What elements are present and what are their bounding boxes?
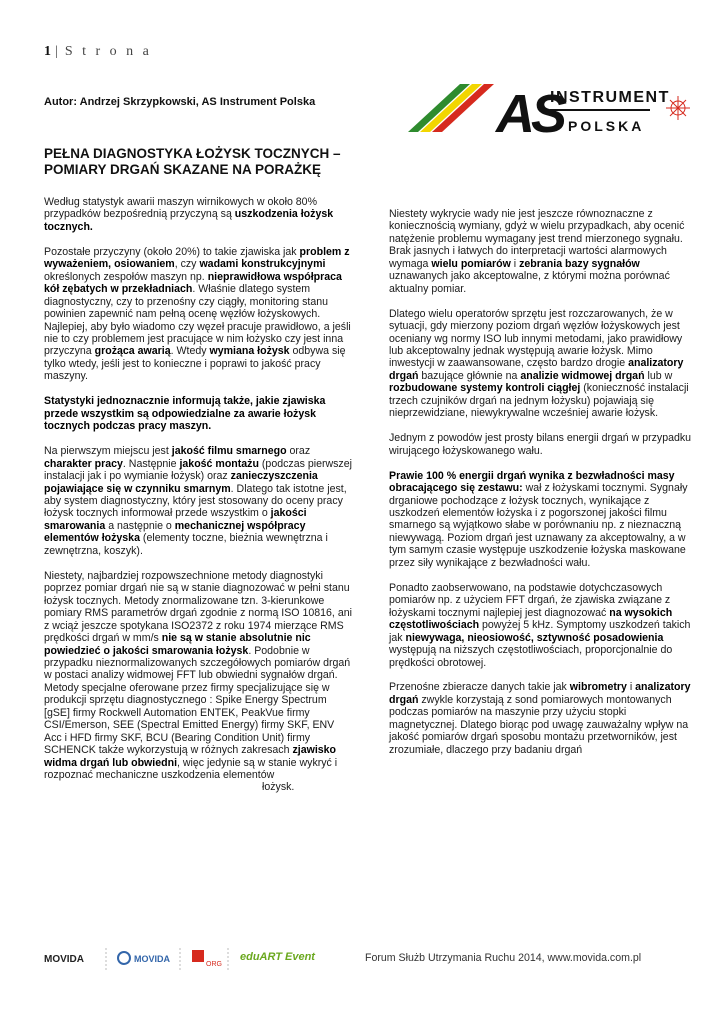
text-run: lub w — [644, 369, 673, 382]
svg-text:POLSKA: POLSKA — [568, 118, 645, 134]
text-run: Ponadto zaobserwowano, na podstawie dotychczasowych pomiarów np. z użyciem FFT drgań, że zjawiska związane z łożyskami tocznymi najlepiej jest diagnozować — [389, 581, 671, 619]
paragraph-10 — [389, 582, 693, 669]
text-run: Według statystyk awarii maszyn wirnikowych w około 80% przypadków bezpośrednią przyczyną są — [44, 196, 317, 221]
article-title — [44, 146, 404, 178]
text-run: występują na niższych częstotliwościach, proporcjonalnie do prędkości obrotowej. — [389, 644, 673, 669]
bold-run: rozbudowane systemy kontroli ciągłej — [389, 382, 581, 395]
text-run: . Następnie — [122, 457, 180, 470]
svg-text:INSTRUMENT: INSTRUMENT — [550, 89, 670, 106]
right-column — [389, 208, 693, 769]
paragraph-9 — [389, 470, 693, 570]
footer-logos-graphic — [44, 944, 364, 974]
paragraph-5 — [44, 570, 354, 794]
page-number-header — [44, 44, 152, 60]
bold-run: mechanicznej współpracy elementów łożyska — [44, 519, 306, 545]
bold-run: wadami konstrukcyjnymi — [199, 258, 326, 271]
paragraph-4 — [44, 445, 354, 557]
text-run: . Podobnie w przypadku nieznormalizowanych szczegółowych pomiarów drgań w postaci analizy widmowej FFT lub obwiedni sygnałów drgań. Metody specjalne oferowane przez firmy specjalizujące się w produkcji sprzętu diagnostycznego : Spike Energy Spectrum [gSE] firmy Rockwell Automation ENTEK, PeakVue firmy CSI/Emerson, SEE (Spectral Emitted Energy) firmy SKF, ENV Acc i HFD firmy SKF, BCU (Bearing Condition Unit) firmy SCHENCK także wykorzystują w różnych zakresach — [44, 644, 351, 757]
bold-run: jakość filmu smarnego — [171, 445, 287, 458]
text-run: , więc jedynie są w stanie wykryć i rozpoznać mechaniczne uszkodzenia elementów — [44, 756, 338, 782]
text-run: Przenośne zbieracze danych takie jak — [389, 681, 570, 694]
text-run: łożysk. — [262, 781, 295, 794]
bold-run: na wysokich częstotliwościach — [389, 606, 673, 632]
bold-run: nieprawidłowa współpraca kół zębatych w przekładniach — [44, 270, 342, 296]
eduart-logo: eduART Event — [240, 951, 315, 963]
bold-run: zjawisko widma drgań lub obwiedni — [44, 744, 337, 769]
paragraph-8: Jednym z powodów jest prosty bilans energii drgań w przypadku wirującego łożyskowanego wału. — [389, 432, 692, 457]
left-column — [44, 196, 354, 806]
paragraph-6 — [389, 208, 693, 295]
bold-run: analizatory drgań — [389, 357, 684, 382]
title-line-1: PEŁNA DIAGNOSTYKA ŁOŻYSK TOCZNYCH – — [44, 146, 341, 161]
paragraph-2 — [44, 246, 354, 383]
text-run: Niestety, najbardziej rozpowszechnione metody diagnostyki poprzez pomiar drgań nie są w stanie diagnozować w pełni stanu łożysk tocznych. Metody znormalizowane tzn. 3-kierunkowe pomiary RMS parametrów drgań zgodnie z normą ISO 10816, ani z wciąż jeszcze spotykana ISO2372 z roku 1974 mierzące RMS prędkości drgań w mm/s — [44, 569, 352, 645]
bold-run: jakości smarowania — [44, 507, 307, 532]
text-run: . Właśnie dlatego system diagnostyczny, czy to przenośny czy ciągły, monitoring stanu powinien zapewnić nam pełną ocenę węzłów łożyskowych. Najlepiej, aby było wiadomo czy węzeł pracuje prawidłowo, a jeśli nie to czy problemem jest pracujące w nim łożysko czy jest inna przyczyna — [44, 283, 351, 358]
text-run: Na pierwszym miejscu jest — [44, 445, 172, 458]
text-run: zwykle korzystają z sond pomiarowych montowanych podczas pomiarów na maszynie przy użyciu stopki magnetycznej. Dlatego biorąc pod uwagę zauważalny wpływ na jakość pomiarów drgań sposobu montażu przetworników, jest zrozumiałe, dlaczego przy badaniu drgań — [389, 693, 689, 756]
text-run: , czy — [174, 258, 200, 271]
bold-run: jakość montażu — [179, 457, 259, 470]
bold-run: zebrania bazy sygnałów — [519, 257, 640, 270]
movida-logo: MOVIDA — [44, 954, 84, 965]
bold-run: analizatory drgań — [389, 681, 691, 706]
text-run: i — [626, 681, 636, 694]
text-run: powyżej 5 kHz. Symptomy uszkodzeń takich jak — [389, 619, 691, 644]
bold-run: niewywaga, nieosiowość, sztywność posadowienia — [405, 631, 664, 644]
bold-run: Statystyki jednoznacznie informują także, jakie zjawiska przede wszystkim są odpowiedzialne za awarie łożysk tocznych podczas pracy maszyn. — [44, 395, 326, 433]
bold-run: grożąca awarią — [94, 345, 171, 358]
paragraph-3 — [44, 395, 354, 432]
text-run: wał z łożyskami tocznymi. Sygnały drganiowe pochodzące z łożysk tocznych, wynikające z uszkodzeń elementów łożyska i z pogorszonej jakości filmu smarnego są wyjątkowo słabe w porównaniu np. z nieznaczną niewywagą. Poziom drgań jest uznawany za akceptowalny, a w tym samym czasie występuje uszkodzenie łożyska maskowane przez siły wynikające z bezwładności wału. — [389, 482, 688, 569]
bold-run: charakter pracy — [44, 457, 123, 470]
page-header-separator: | — [55, 44, 61, 59]
text-run: (podczas pierwszej instalacji jak i po wymianie łożysk) oraz — [44, 457, 352, 483]
text-run: i — [510, 257, 520, 270]
text-run: Dlatego wielu operatorów sprzętu jest rozczarowanych, że w sytuacji, gdy mierzony poziom drgań węzłów łożyskowych jest oceniany wg normy ISO lub innymi metodami, jako prawidłowy lub akceptowalny jednak występują awarie łożysk. Mimo inwestycji w zaawansowane, często bardzo drogie — [389, 307, 683, 370]
title-line-2: POMIARY DRGAŃ SKAZANE NA PORAŻKĘ — [44, 162, 322, 177]
bold-run: Prawie 100 % energii drgań wynika z bezwładności masy obracającego się zestawu: — [389, 469, 675, 495]
page-header-label: S t r o n a — [64, 44, 152, 59]
org-logo: ORG — [206, 961, 222, 968]
bold-run: wielu pomiarów — [431, 257, 511, 270]
movida-logo-2: MOVIDA — [134, 954, 170, 964]
text-run: . Wtedy — [170, 345, 210, 358]
footer-text: Forum Służb Utrzymania Ruchu 2014, www.movida.com.pl — [365, 952, 642, 964]
text-run: . Dlatego tak istotne jest, aby system diagnostyczny, który jest stosowany do oceny pracy łożysk tocznych informował przede wszystkim o — [44, 482, 347, 520]
bold-run: nie są w stanie absolutnie nic powiedzieć o jakości smarowania łożysk — [44, 632, 311, 657]
text-run: (elementy toczne, bieżnia wewnętrzna i zewnętrzna, koszyk). — [44, 532, 328, 557]
paragraph-7 — [389, 308, 693, 420]
text-run: oraz — [286, 445, 311, 458]
bold-run: zanieczyszczenia pojawiające się w czynniku smarnym — [44, 470, 318, 495]
bold-run: analizie widmowej drgań — [520, 369, 645, 382]
bold-run: uszkodzenia łożysk tocznych. — [44, 208, 334, 233]
text-run: bazujące głównie na — [418, 369, 521, 382]
text-run: uznawanych jako akceptowalne, z którymi można porównać aktualny pomiar. — [389, 270, 670, 295]
text-run: określonych zespołów maszyn np. — [44, 270, 208, 283]
footer-sponsor-logos — [44, 944, 364, 974]
bold-run: wymiana łożysk — [209, 345, 290, 358]
author-line: Autor: Andrzej Skrzypkowski, AS Instrument Polska — [44, 96, 316, 108]
bold-run: wibrometry — [569, 681, 627, 694]
paragraph-11 — [389, 681, 693, 756]
logo-graphic — [400, 80, 700, 140]
paragraph-1 — [44, 196, 354, 233]
text-run: a następnie o — [105, 519, 175, 532]
text-run: (konieczność instalacji trzech czujników drgań na jednym łożysku) pojawiają się nieprzewidziane, niewykrywalne wcześniej awarie łożysk. — [389, 382, 689, 420]
text-run: odbywa się tylko wtedy, jeśli jest to konieczne i poprawi to jakość pracy maszyny. — [44, 345, 346, 383]
text-run: Pozostałe przyczyny (około 20%) to takie zjawiska jak — [44, 245, 300, 258]
text-run: Niestety wykrycie wady nie jest jeszcze równoznaczne z koniecznością wymiany, gdyż w wielu przypadkach, aby ocenić natężenie problemu wymagany jest trend mierzonego sygnału. Brak jasnych i łatwych do interpretacji wartości alarmowych wymaga — [389, 208, 685, 270]
svg-text:AS: AS — [496, 84, 564, 140]
bold-run: problem z wyważeniem, osiowaniem — [44, 245, 350, 271]
as-instrument-logo — [400, 80, 700, 140]
page-number: 1 — [44, 44, 51, 59]
